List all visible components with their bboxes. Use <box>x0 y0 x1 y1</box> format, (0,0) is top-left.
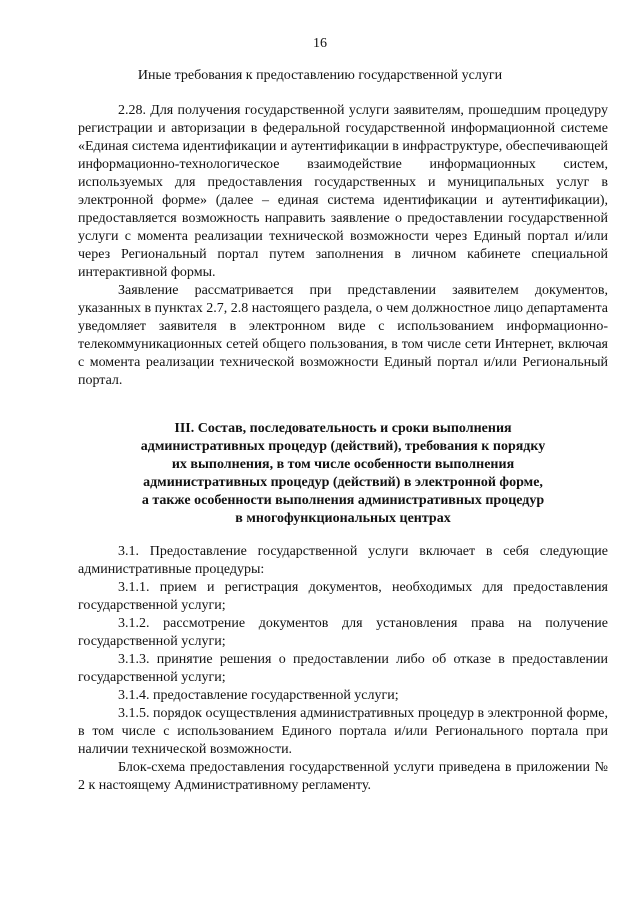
heading-line: административных процедур (действий), требования к порядку <box>140 439 546 454</box>
paragraph-3-1-2: 3.1.2. рассмотрение документов для установления права на получение государственной услуги; <box>78 616 608 649</box>
paragraph-2-28: 2.28. Для получения государственной услуги заявителям, прошедшим процедуру регистрации и авторизации в федеральной государственной информационной системе «Единая система идентификации и аутентификации в инфраструктуре, обеспечивающей информационно-технологическое взаимодействие информационных систем, используемых для предоставления государственных и муниципальных услуг в электронной форме» (далее – единая система идентификации и аутентификации), предоставляется возможность направить заявление о предоставлении государственной услуги с момента реализации технической возможности через Единый портал и/или через Региональный портал путем заполнения в личном кабинете специальной интерактивной формы. <box>78 103 608 280</box>
heading-line: в многофункциональных центрах <box>235 511 451 526</box>
intro-text-block <box>78 102 608 390</box>
heading-line: а также особенности выполнения административных процедур <box>141 493 545 508</box>
page-number: 16 <box>313 36 327 51</box>
paragraph-3-1-1: 3.1.1. прием и регистрация документов, необходимых для предоставления государственной услуги; <box>78 580 608 613</box>
subsection-title: Иные требования к предоставлению государственной услуги <box>137 68 503 83</box>
heading-line: административных процедур (действий) в электронной форме, <box>143 475 543 490</box>
paragraph-3-1-3: 3.1.3. принятие решения о предоставлении либо об отказе в предоставлении государственной услуги; <box>78 652 608 685</box>
paragraph-3-1-4: 3.1.4. предоставление государственной услуги; <box>118 688 399 703</box>
procedures-text-block <box>78 543 608 795</box>
section-heading <box>78 420 608 528</box>
heading-line: III. Состав, последовательность и сроки выполнения <box>174 421 512 436</box>
paragraph-3-1-5: 3.1.5. порядок осуществления административных процедур в электронной форме, в том числе с использованием Единого портала и/или Регионального портала при наличии технической возможности. <box>78 706 608 757</box>
paragraph-application-review: Заявление рассматривается при представлении заявителем документов, указанных в пунктах 2.7, 2.8 настоящего раздела, о чем должностное лицо департамента уведомляет заявителя в электронном виде с использованием информационно-телекоммуникационных сетей общего пользования, в том числе сети Интернет, включая с момента реализации технической возможности Единый портал и/или Региональный портал. <box>78 283 608 388</box>
paragraph-flowchart-reference: Блок-схема предоставления государственной услуги приведена в приложении № 2 к настоящему Административному регламенту. <box>78 760 608 793</box>
paragraph-3-1: 3.1. Предоставление государственной услуги включает в себя следующие административные процедуры: <box>78 544 608 577</box>
heading-line: их выполнения, в том числе особенности выполнения <box>171 457 515 472</box>
